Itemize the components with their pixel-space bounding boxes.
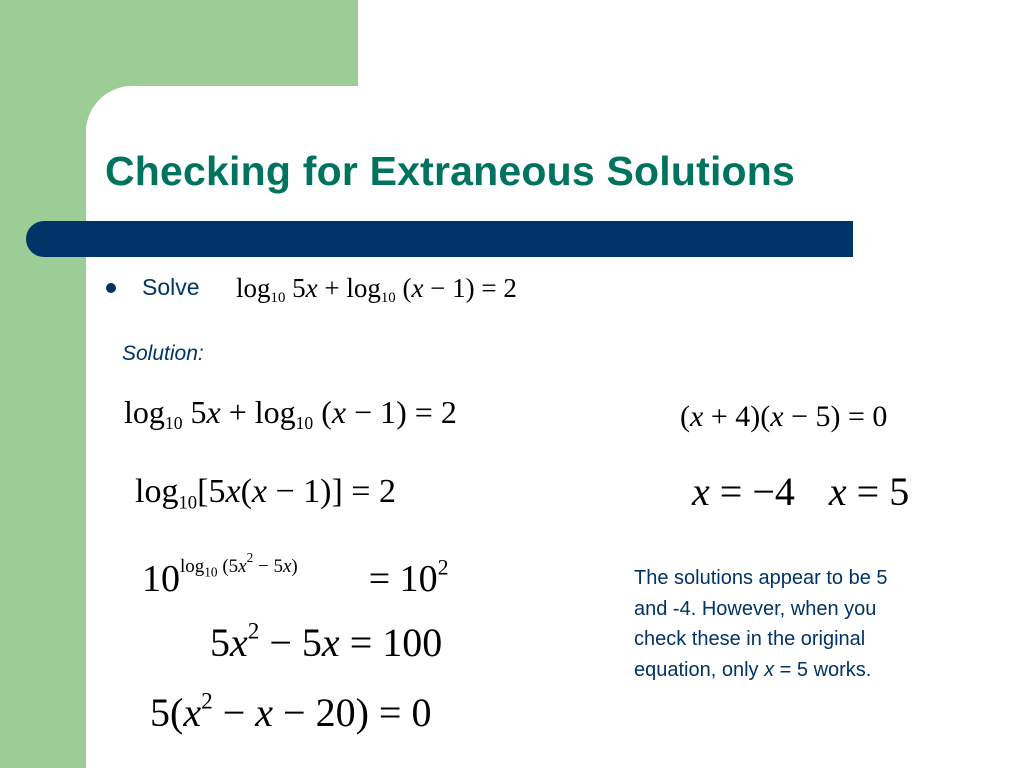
title-underline-bar xyxy=(26,221,853,257)
step-5-equation: $5(x^2 - x - 20) = 0$ xyxy=(150,688,432,735)
step-3-equation: $10^{log_{10} (5x^2 - 5x)} = 10^2$ xyxy=(142,550,449,600)
note-line-1: The solutions appear to be 5 xyxy=(634,567,888,589)
bullet-text: Solve xyxy=(142,274,200,300)
factored-equation: (x + 4)(x − 5) = 0 xyxy=(680,400,888,433)
note-line-3: check these in the original xyxy=(634,628,866,650)
solutions-equation: x = −4 x = 5 xyxy=(692,469,910,514)
explanation-note xyxy=(634,563,979,685)
problem-equation: $\log_{10} 5x + \log_{10} (x - 1) = 2$ xyxy=(236,273,517,307)
note-line-2: and -4. However, when you xyxy=(634,597,877,620)
note-line-4: equation, only x = 5 works. xyxy=(634,658,872,681)
step-4-equation: $5x^2 - 5x = 100$ xyxy=(210,618,443,665)
slide-title: Checking for Extraneous Solutions xyxy=(105,148,796,194)
bullet-icon xyxy=(106,283,116,293)
step-2-equation: $\log_{10}[5x(x - 1)] = 2$ xyxy=(135,473,396,514)
solution-label: Solution: xyxy=(122,342,204,365)
step-1-equation: $\log_{10} 5x + \log_{10} (x - 1) = 2$ xyxy=(124,394,457,434)
